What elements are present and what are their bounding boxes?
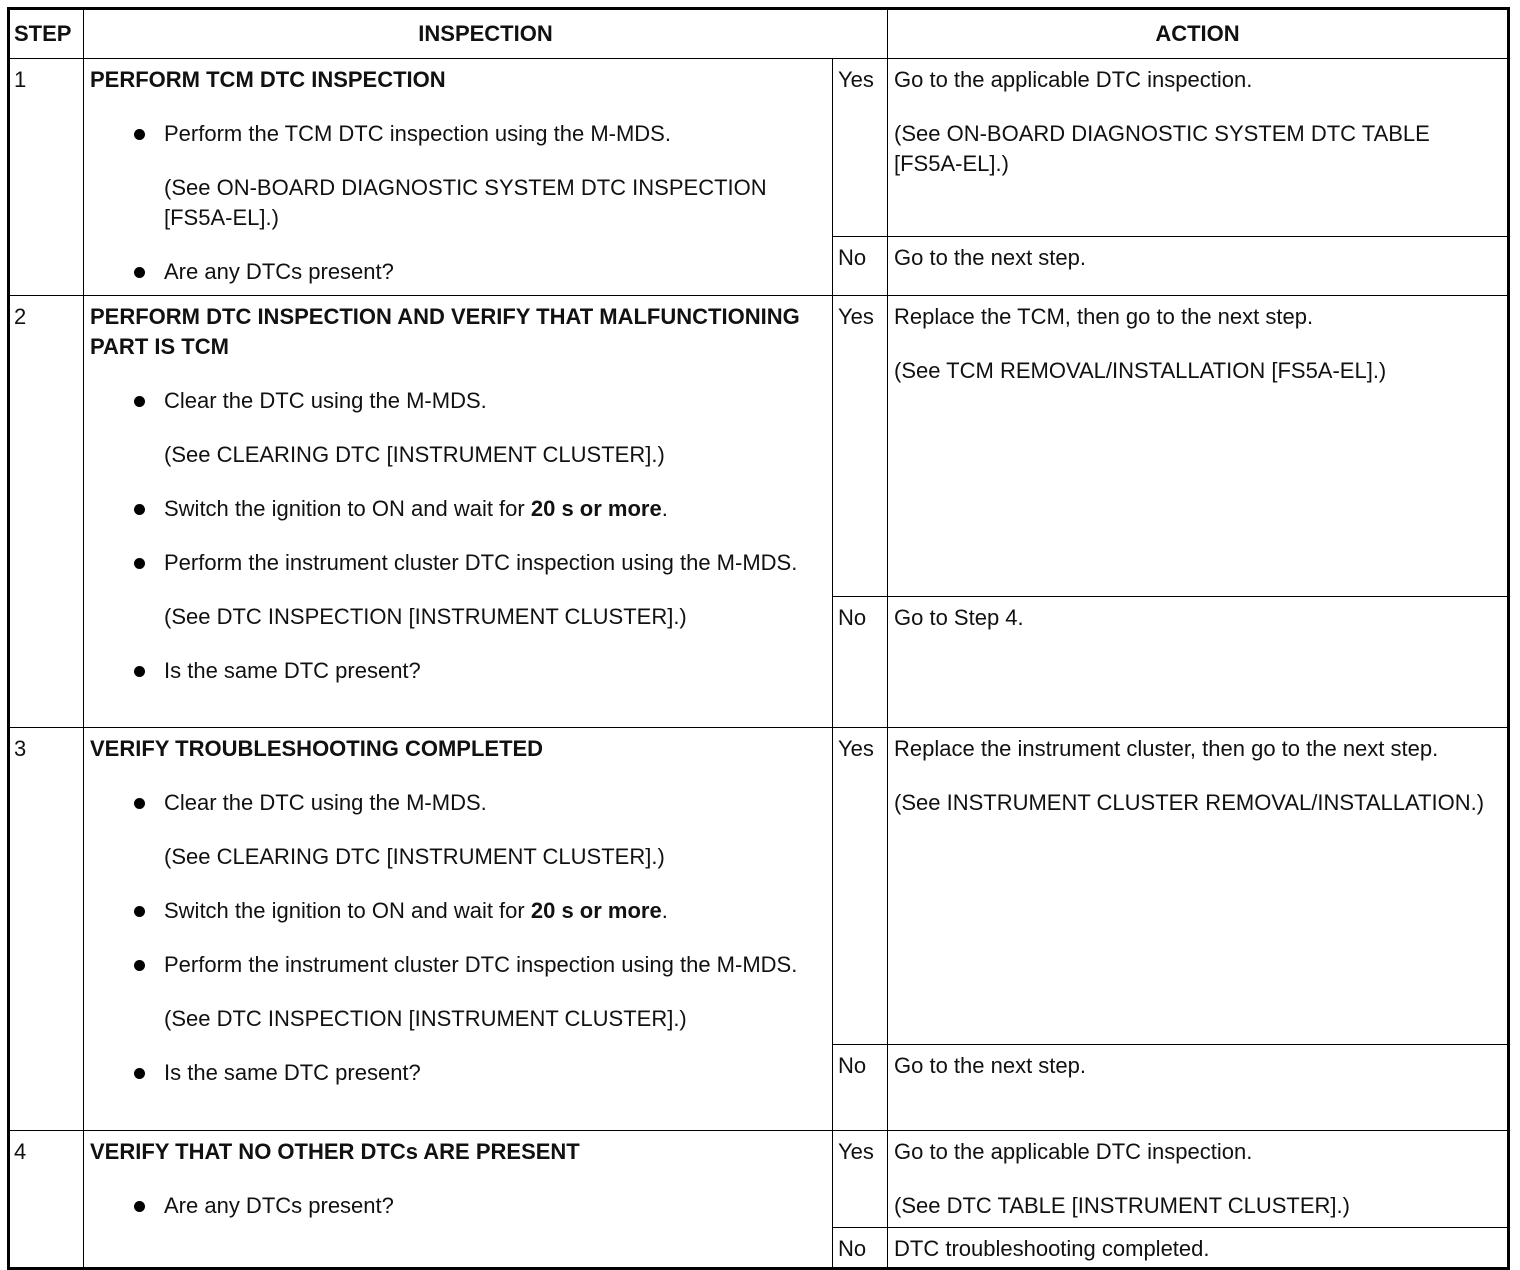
yes-action-cell [888,296,1509,597]
no-label: No [833,237,888,296]
action-text: Go to the next step. [894,245,1087,270]
step-number: 2 [9,296,84,728]
reference-note: (See CLEARING DTC [INSTRUMENT CLUSTER].) [164,844,665,869]
yes-action-cell [888,728,1509,1045]
no-action-cell [888,1228,1509,1269]
step-number: 3 [9,728,84,1131]
yes-label: Yes [833,59,888,237]
no-label: No [833,597,888,728]
bullet-item [90,494,826,524]
bullet-item: Perform the instrument cluster DTC inspection using the M-MDS. [90,950,826,980]
step-4-yes-row [9,1131,1509,1228]
step-title: VERIFY TROUBLESHOOTING COMPLETED [90,736,544,761]
action-text: Go to the applicable DTC inspection. [894,1139,1253,1164]
action-text: Go to the next step. [894,1053,1087,1078]
no-action-cell [888,237,1509,296]
reference-note: (See CLEARING DTC [INSTRUMENT CLUSTER].) [164,442,665,467]
no-label: No [833,1045,888,1131]
action-text: Replace the instrument cluster, then go to the next step. [894,736,1439,761]
yes-action-cell [888,59,1509,237]
inspection-cell [84,296,833,728]
inspection-cell [84,1131,833,1269]
emphasis-text: 20 s or more [530,898,662,923]
yes-label: Yes [833,1131,888,1228]
bullet-text-end: . [661,898,668,923]
bullet-item: Are any DTCs present? [90,257,826,287]
bullet-item: Are any DTCs present? [90,1191,826,1221]
reference-note: (See TCM REMOVAL/INSTALLATION [FS5A-EL].) [894,358,1387,383]
reference-note: (See DTC INSPECTION [INSTRUMENT CLUSTER].) [164,1006,687,1031]
emphasis-text: 20 s or more [530,496,662,521]
yes-label: Yes [833,728,888,1045]
bullet-item: Is the same DTC present? [90,1058,826,1088]
bullet-text-end: . [661,496,668,521]
header-action: ACTION [888,9,1509,59]
inspection-cell [84,728,833,1131]
bullet-item [90,896,826,926]
action-text: Go to the applicable DTC inspection. [894,67,1253,92]
troubleshooting-table [7,7,1510,1270]
action-text: Replace the TCM, then go to the next step. [894,304,1314,329]
step-title: PERFORM TCM DTC INSPECTION [90,67,446,92]
step-1-yes-row [9,59,1509,237]
bullet-text: Switch the ignition to ON and wait for [164,496,531,521]
bullet-text: Switch the ignition to ON and wait for [164,898,531,923]
bullet-item: Perform the TCM DTC inspection using the M-MDS. [90,119,826,149]
reference-note: (See ON-BOARD DIAGNOSTIC SYSTEM DTC TABLE [FS5A-EL].) [894,121,1430,176]
bullet-item: Clear the DTC using the M-MDS. [90,386,826,416]
reference-note: (See DTC INSPECTION [INSTRUMENT CLUSTER].) [164,604,687,629]
inspection-cell [84,59,833,296]
yes-label: Yes [833,296,888,597]
bullet-item: Is the same DTC present? [90,656,826,686]
header-inspection: INSPECTION [84,9,888,59]
bullet-item: Perform the instrument cluster DTC inspection using the M-MDS. [90,548,826,578]
reference-note: (See DTC TABLE [INSTRUMENT CLUSTER].) [894,1193,1350,1218]
no-action-cell [888,597,1509,728]
step-2-yes-row [9,296,1509,597]
no-action-cell [888,1045,1509,1131]
reference-note: (See ON-BOARD DIAGNOSTIC SYSTEM DTC INSPECTION [FS5A-EL].) [164,175,767,230]
reference-note: (See INSTRUMENT CLUSTER REMOVAL/INSTALLATION.) [894,790,1485,815]
yes-action-cell [888,1131,1509,1228]
step-title: PERFORM DTC INSPECTION AND VERIFY THAT MALFUNCTIONING PART IS TCM [90,304,800,359]
step-number: 4 [9,1131,84,1269]
action-text: DTC troubleshooting completed. [894,1236,1210,1261]
step-number: 1 [9,59,84,296]
no-label: No [833,1228,888,1269]
bullet-item: Clear the DTC using the M-MDS. [90,788,826,818]
header-row [9,9,1509,59]
header-step: STEP [9,9,84,59]
step-3-yes-row [9,728,1509,1045]
step-title: VERIFY THAT NO OTHER DTCs ARE PRESENT [90,1139,580,1164]
action-text: Go to Step 4. [894,605,1024,630]
